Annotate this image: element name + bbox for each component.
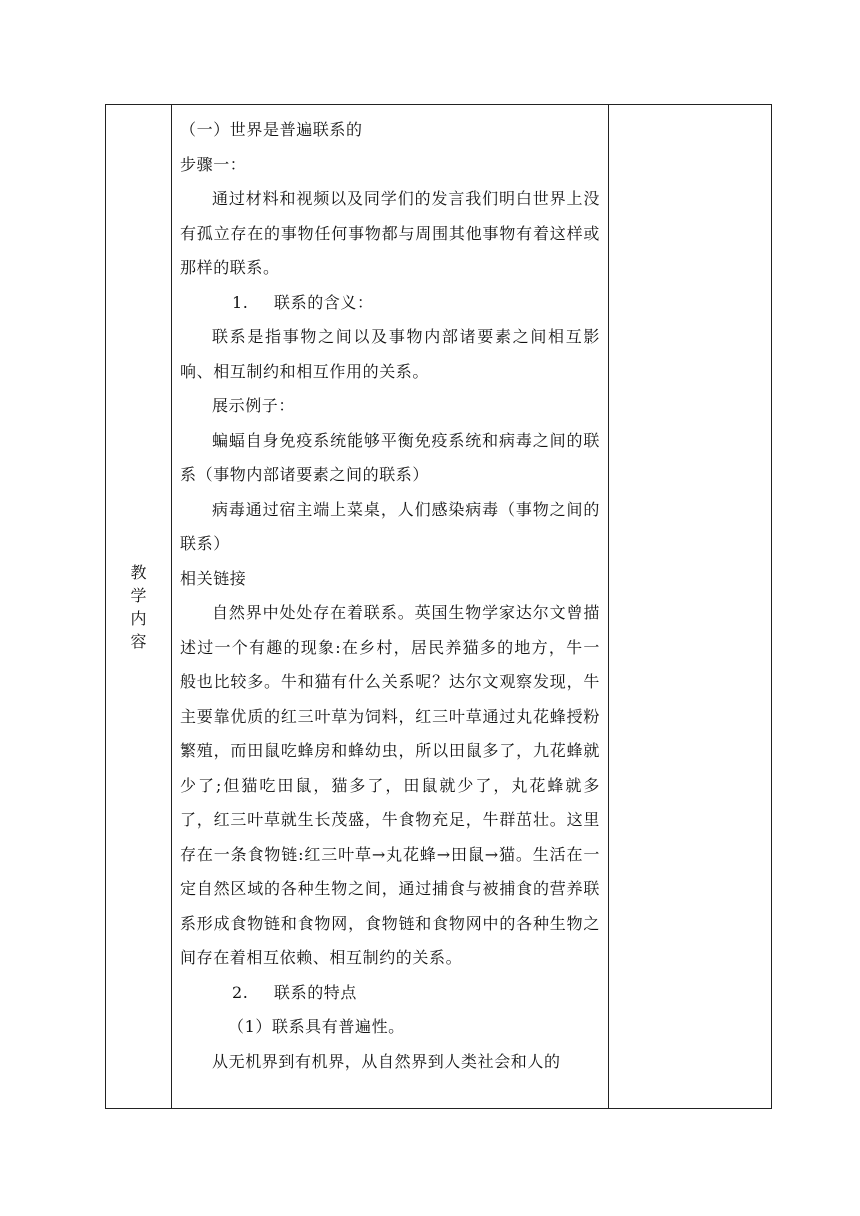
example-paragraph: 蝙蝠自身免疫系统能够平衡免疫系统和病毒之间的联系（事物内部诸要素之间的联系） xyxy=(180,430,600,484)
side-label-cell xyxy=(106,105,172,1109)
heading-features xyxy=(180,976,600,1011)
content-body xyxy=(180,113,600,1079)
heading-meaning xyxy=(180,286,600,321)
heading-number: 1. xyxy=(232,292,249,312)
content-cell xyxy=(172,105,609,1109)
definition-paragraph: 联系是指事物之间以及事物内部诸要素之间相互影响、相互制约和相互作用的关系。 xyxy=(180,327,600,381)
example-paragraph: 病毒通过宿主端上菜桌，人们感染病毒（事物之间的联系） xyxy=(180,499,600,553)
step-label: 步骤一： xyxy=(180,154,247,174)
heading-text: 联系的特点 xyxy=(274,982,358,1002)
intro-paragraph: 通过材料和视频以及同学们的发言我们明白世界上没有孤立存在的事物任何事物都与周围其他事物有着这样或那样的联系。 xyxy=(180,189,600,277)
heading-number: 2. xyxy=(232,982,249,1002)
last-paragraph: 从无机界到有机界，从自然界到人类社会和人的 xyxy=(212,1051,561,1071)
section-title: （一）世界是普遍联系的 xyxy=(180,120,363,139)
darwin-paragraph: 自然界中处处存在着联系。英国生物学家达尔文曾描述过一个有趣的现象:在乡村，居民养猫多的地方，牛一般也比较多。牛和猫有什么关系呢？达尔文观察发现，牛主要靠优质的红三叶草为饲料，红三叶草通过丸花蜂授粉繁殖，而田鼠吃蜂房和蜂幼虫，所以田鼠多了，九花蜂就少了;但猫吃田鼠，猫多了，田鼠就少了，丸花蜂就多了，红三叶草就生长茂盛，牛食物充足，牛群茁壮。这里存在一条食物链:红三叶草→丸花蜂→田鼠→猫。生活在一定自然区域的各种生物之间，通过捕食与被捕食的营养联系形成食物链和食物网，食物链和食物网中的各种生物之间存在着相互依赖、相互制约的关系。 xyxy=(180,603,600,967)
notes-cell xyxy=(609,105,772,1109)
heading-text: 联系的含义： xyxy=(274,292,374,312)
example-label: 展示例子： xyxy=(212,396,296,415)
lesson-plan-table xyxy=(105,104,772,1109)
table-row xyxy=(106,105,772,1109)
side-label: 教学内容 xyxy=(130,562,147,651)
sub-heading: （1）联系具有普遍性。 xyxy=(228,1017,405,1036)
related-link-label: 相关链接 xyxy=(180,568,247,588)
